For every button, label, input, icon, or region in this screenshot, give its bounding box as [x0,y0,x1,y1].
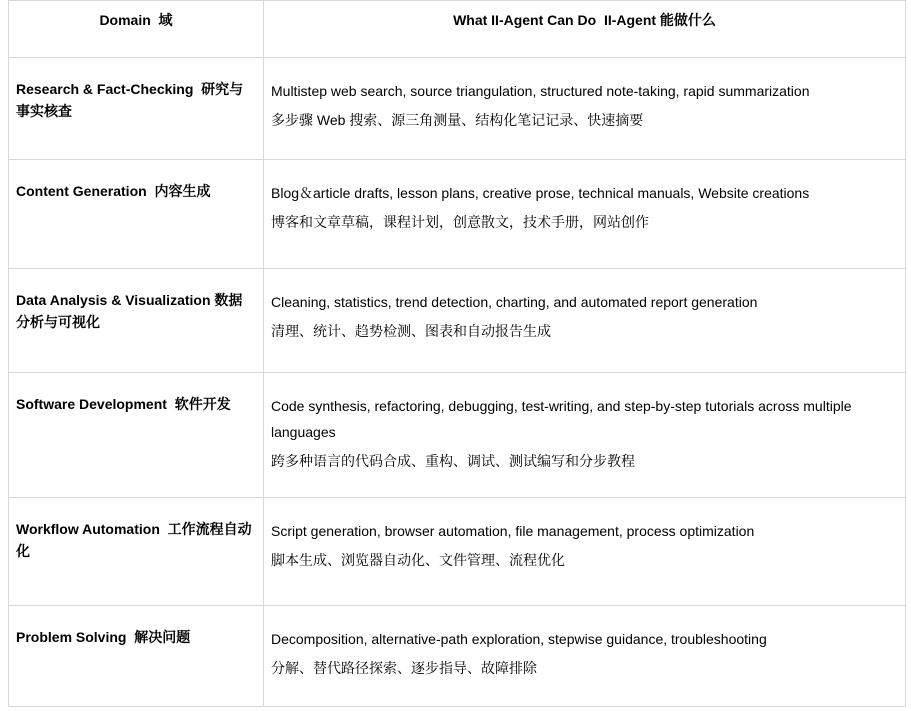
capability-column-header: What II-Agent Can Do II-Agent 能做什么 [264,1,906,58]
capability-text-en: Code synthesis, refactoring, debugging, test-writing, and step-by-step tutorials across multiple languages [271,398,856,440]
domain-column-header: Domain 域 [9,1,264,58]
capability-text-zh: 博客和文章草稿，课程计划，创意散文，技术手册，网站创作 [271,214,649,230]
domain-label: Data Analysis & Visualization 数据分析与可视化 [16,292,243,330]
table-row [9,373,906,498]
capability-text-en: Decomposition, alternative-path exploration, stepwise guidance, troubleshooting [271,631,767,647]
domain-cell [9,58,264,160]
capability-text-zh: 多步骤 Web 搜索、源三角测量、结构化笔记记录、快速摘要 [271,112,644,128]
capability-text-en: Multistep web search, source triangulation, structured note-taking, rapid summarization [271,83,810,99]
domain-cell [9,606,264,707]
table-header-row [9,1,906,58]
domain-cell [9,498,264,606]
capability-cell [264,373,906,498]
capability-cell [264,498,906,606]
table-row [9,498,906,606]
capability-cell [264,606,906,707]
capability-text-zh: 分解、替代路径探索、逐步指导、故障排除 [271,660,537,676]
domain-label: Problem Solving 解决问题 [16,629,191,645]
capability-text-en: Script generation, browser automation, file management, process optimization [271,523,755,539]
table-row [9,58,906,160]
capability-text-zh: 跨多种语言的代码合成、重构、调试、测试编写和分步教程 [271,453,635,469]
domain-cell [9,269,264,373]
capability-cell [264,269,906,373]
capability-cell [264,160,906,269]
domain-cell [9,373,264,498]
table-row [9,606,906,707]
table-row [9,269,906,373]
domain-label: Research & Fact-Checking 研究与事实核查 [16,81,244,119]
capability-text-zh: 脚本生成、浏览器自动化、文件管理、流程优化 [271,552,565,568]
domain-label: Workflow Automation 工作流程自动化 [16,521,252,559]
capability-table [8,0,906,707]
capability-text-en: Blog＆article drafts, lesson plans, creative prose, technical manuals, Website creations [271,185,810,201]
capability-text-en: Cleaning, statistics, trend detection, charting, and automated report generation [271,294,758,310]
domain-label: Content Generation 内容生成 [16,183,211,199]
capability-cell [264,58,906,160]
table-row [9,160,906,269]
domain-cell [9,160,264,269]
capability-text-zh: 清理、统计、趋势检测、图表和自动报告生成 [271,323,551,339]
domain-label: Software Development 软件开发 [16,396,231,412]
